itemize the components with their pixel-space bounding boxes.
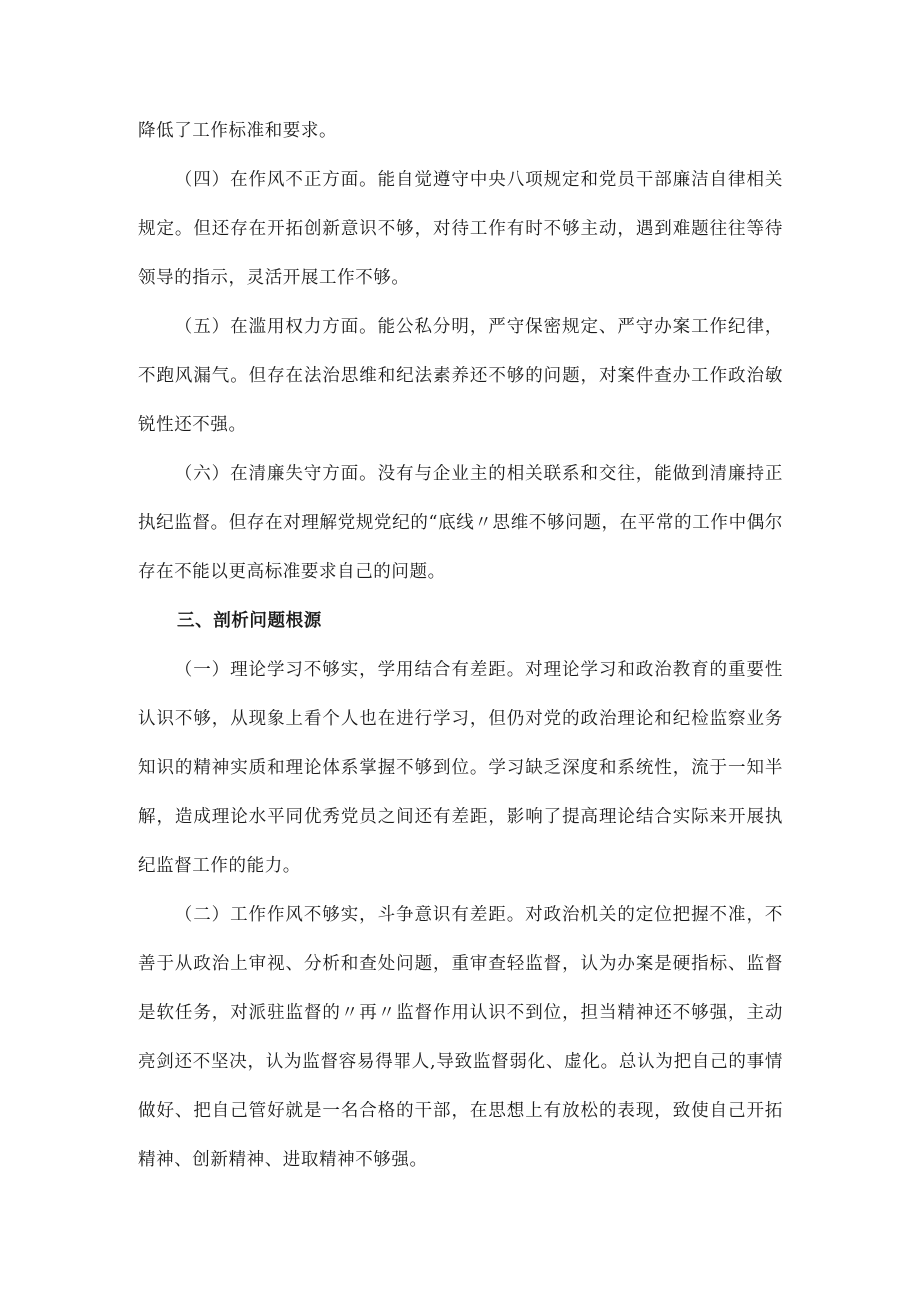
continuation-paragraph: 降低了工作标准和要求。	[138, 121, 338, 141]
section3-list	[138, 646, 783, 1185]
paragraph-item-6: （六）在清廉失守方面。没有与企业主的相关联系和交往，能做到清廉持正执纪监督。但存在对理解党规党纪的“底线〃思维不够问题，在平常的工作中偶尔存在不能以更高标准要求自己的问题。	[138, 464, 783, 582]
paragraph-item-2: （二）工作作风不够实，斗争意识有差距。对政治机关的定位把握不准，不善于从政治上审视、分析和查处问题，重审查轻监督，认为办案是硬指标、监督是软任务，对派驻监督的〃再〃监督作用认识不到位，担当精神还不够强，主动亮剑还不坚决，认为监督容易得罪人,导致监督弱化、虚化。总认为把自己的事情做好、把自己管好就是一名合格的干部，在思想上有放松的表现，致使自己开拓精神、创新精神、进取精神不够强。	[138, 905, 783, 1170]
paragraph-item-4: （四）在作风不正方面。能自觉遵守中央八项规定和党员干部廉洁自律相关规定。但还存在开拓创新意识不够，对待工作有时不够主动，遇到难题往往等待领导的指示，灵活开展工作不够。	[138, 170, 783, 288]
paragraph-item-1: （一）理论学习不够实，学用结合有差距。对理论学习和政治教育的重要性认识不够，从现象上看个人也在进行学习，但仍对党的政治理论和纪检监察业务知识的精神实质和理论体系掌握不够到位。学习缺乏深度和系统性，流于一知半解，造成理论水平同优秀党员之间还有差距，影响了提高理论结合实际来开展执纪监督工作的能力。	[138, 660, 783, 876]
section-heading: 三、剖析问题根源	[177, 611, 322, 631]
section2-list	[138, 156, 783, 597]
paragraph-item-5: （五）在滥用权力方面。能公私分明，严守保密规定、严守办案工作纪律，不跑风漏气。但存在法治思维和纪法素养还不够的问题，对案件查办工作政治敏锐性还不强。	[138, 317, 783, 435]
